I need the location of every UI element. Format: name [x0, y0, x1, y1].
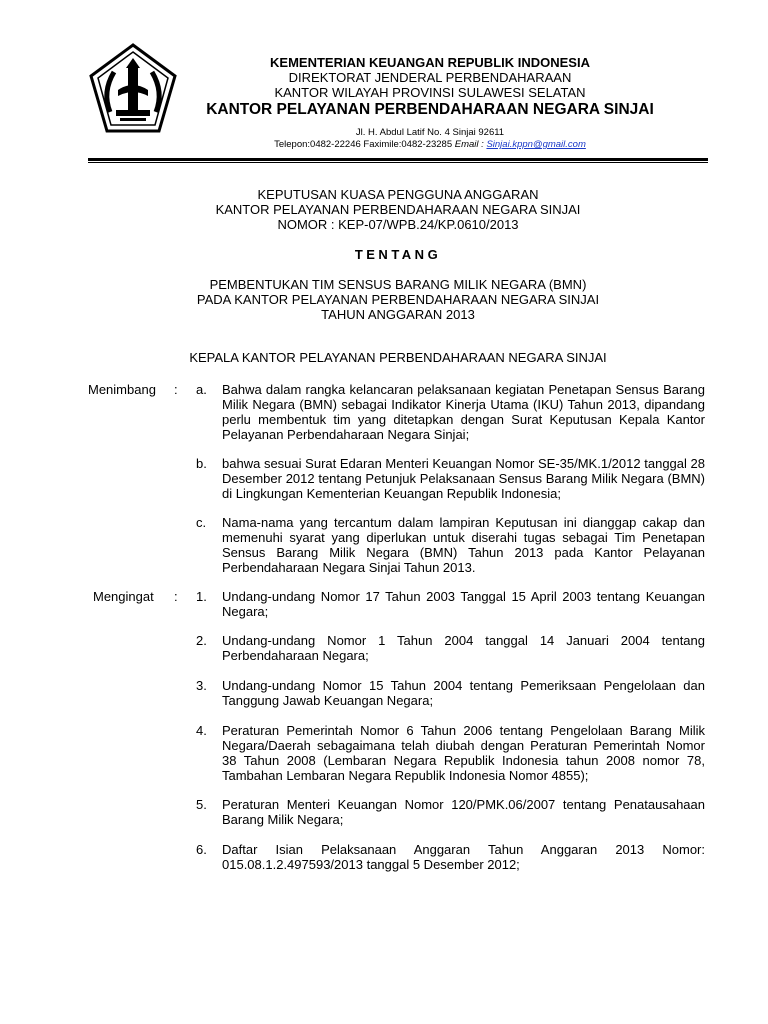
decree-title: [88, 187, 708, 232]
decree-subject: [88, 277, 708, 322]
email-link[interactable]: Sinjai.kppn@gmail.com: [486, 139, 586, 150]
mengingat-item-mark: 2.: [196, 633, 207, 648]
phone-fax: Telepon:0482-22246 Faximile:0482-23285: [274, 139, 453, 150]
subject-line: TAHUN ANGGARAN 2013: [321, 307, 475, 322]
contact-line: [200, 139, 660, 151]
mengingat-item-mark: 6.: [196, 842, 207, 857]
menimbang-item-mark: a.: [196, 382, 207, 397]
directorate-name: DIREKTORAT JENDERAL PERBENDAHARAAN: [288, 70, 572, 85]
decree-number: NOMOR : KEP-07/WPB.24/KP.0610/2013: [277, 217, 519, 232]
ministry-name: KEMENTERIAN KEUANGAN REPUBLIK INDONESIA: [270, 55, 590, 70]
mengingat-item-mark: 4.: [196, 723, 207, 738]
ministry-logo-icon: [88, 42, 178, 136]
mengingat-item-text: Undang-undang Nomor 17 Tahun 2003 Tanggal 15 April 2003 tentang Keuangan Negara;: [222, 589, 705, 619]
address-block: [200, 127, 660, 151]
mengingat-item-mark: 1.: [196, 589, 207, 604]
mengingat-item-text: Daftar Isian Pelaksanaan Anggaran Tahun Anggaran 2013 Nomor: 015.08.1.2.497593/2013 tanggal 5 Desember 2012;: [222, 842, 705, 872]
letterhead-divider-thick: [88, 158, 708, 161]
mengingat-item-text: Undang-undang Nomor 1 Tahun 2004 tanggal 14 Januari 2004 tentang Perbendaharaan Negara;: [222, 633, 705, 663]
email-label: Email :: [454, 139, 484, 150]
subject-line: PADA KANTOR PELAYANAN PERBENDAHARAAN NEGARA SINJAI: [196, 292, 600, 307]
decree-title-line: KEPUTUSAN KUASA PENGGUNA ANGGARAN: [257, 187, 539, 202]
mengingat-item-text: Peraturan Menteri Keuangan Nomor 120/PMK.06/2007 tentang Penatausahaan Barang Milik Negara;: [222, 797, 705, 827]
office-name: KANTOR PELAYANAN PERBENDAHARAAN NEGARA SINJAI: [206, 101, 654, 118]
mengingat-colon: :: [174, 589, 178, 604]
issuer-heading: KEPALA KANTOR PELAYANAN PERBENDAHARAAN NEGARA SINJAI: [189, 350, 607, 365]
menimbang-item-mark: c.: [196, 515, 207, 530]
subject-line: PEMBENTUKAN TIM SENSUS BARANG MILIK NEGARA (BMN): [209, 277, 587, 292]
menimbang-item-text: Nama-nama yang tercantum dalam lampiran Keputusan ini dianggap cakap dan memenuhi syarat yang diperlukan untuk diserahi tugas sebagai Tim Penetapan Sensus Barang Milik Negara (BMN) Tahun 2013 pada Kantor Pelayanan Perbendaharaan Negara Sinjai Tahun 2013.: [222, 515, 705, 575]
menimbang-item-text: Bahwa dalam rangka kelancaran pelaksanaan kegiatan Penetapan Sensus Barang Milik Negara (BMN) sebagai Indikator Kinerja Utama (IKU) Tahun 2013, dipandang perlu membentuk tim yang ditetapkan dengan Surat Keputusan Kepala Kantor Pelayanan Perbendaharaan Negara Sinjai;: [222, 382, 705, 442]
regional-office-name: KANTOR WILAYAH PROVINSI SULAWESI SELATAN: [274, 85, 586, 100]
letterhead: [200, 55, 660, 120]
mengingat-item-mark: 5.: [196, 797, 207, 812]
letterhead-divider-thin: [88, 162, 708, 163]
tentang-heading: TENTANG: [354, 247, 442, 262]
menimbang-item-text: bahwa sesuai Surat Edaran Menteri Keuangan Nomor SE-35/MK.1/2012 tanggal 28 Desember 2012 tentang Petunjuk Pelaksanaan Sensus Barang Milik Negara (BMN) di Lingkungan Kementerian Keuangan Republik Indonesia;: [222, 456, 705, 501]
menimbang-label: Menimbang: [88, 382, 156, 397]
decree-title-line: KANTOR PELAYANAN PERBENDAHARAAN NEGARA SINJAI: [215, 202, 581, 217]
mengingat-label: Mengingat: [93, 589, 154, 604]
mengingat-item-text: Peraturan Pemerintah Nomor 6 Tahun 2006 tentang Pengelolaan Barang Milik Negara/Daerah sebagaimana telah diubah dengan Peraturan Pemerintah Nomor 38 Tahun 2008 (Lembaran Negara Republik Indonesia tahun 2008 nomor 78, Tambahan Lembaran Negara Republik Indonesia Nomor 4855);: [222, 723, 705, 783]
mengingat-item-text: Undang-undang Nomor 15 Tahun 2004 tentang Pemeriksaan Pengelolaan dan Tanggung Jawab Keuangan Negara;: [222, 678, 705, 708]
menimbang-item-mark: b.: [196, 456, 207, 471]
address-line: Jl. H. Abdul Latif No. 4 Sinjai 92611: [355, 127, 505, 138]
menimbang-colon: :: [174, 382, 178, 397]
mengingat-item-mark: 3.: [196, 678, 207, 693]
